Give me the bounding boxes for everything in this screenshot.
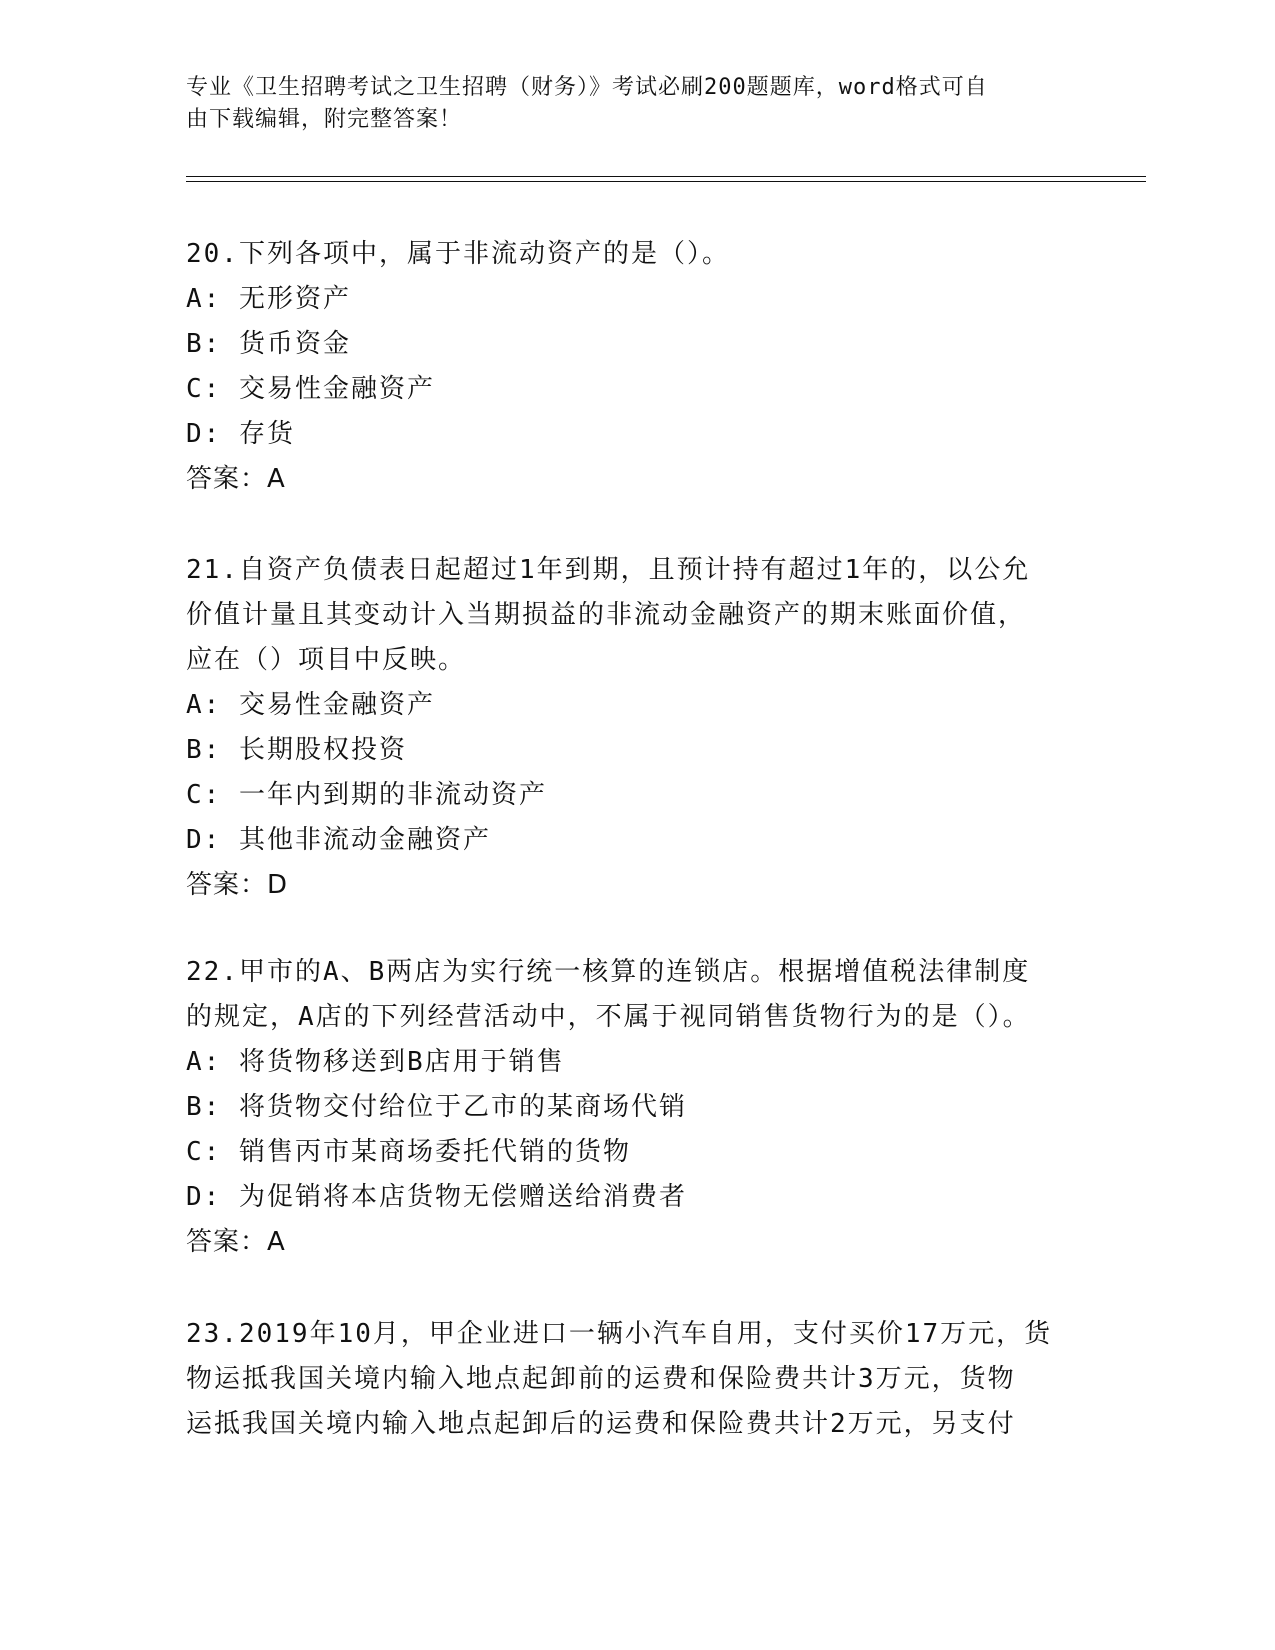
option-b: B: 货币资金 [186,329,351,359]
header-line-2: 由下载编辑，附完整答案！ [186,107,463,132]
question-stem-line: 的规定，A店的下列经营活动中，不属于视同销售货物行为的是（）。 [186,1002,1031,1032]
header-line-1: 专业《卫生招聘考试之卫生招聘（财务）》考试必刷200题题库，word格式可自 [186,75,988,100]
header-divider-bottom [186,181,1146,182]
option-b: B: 将货物交付给位于乙市的某商场代销 [186,1092,687,1122]
option-d: D: 为促销将本店货物无偿赠送给消费者 [186,1182,687,1212]
answer: 答案：D [186,870,289,900]
question-stem-line: 23.2019年10月，甲企业进口一辆小汽车自用，支付买价17万元，货 [186,1319,1053,1349]
option-b: B: 长期股权投资 [186,735,407,765]
option-c: C: 一年内到期的非流动资产 [186,780,547,810]
question-22 [186,950,1086,1265]
question-20 [186,232,1086,502]
answer: 答案：A [186,1227,286,1257]
question-23 [186,1312,1086,1447]
option-d: D: 存货 [186,419,295,449]
question-stem-line: 物运抵我国关境内输入地点起卸前的运费和保险费共计3万元，货物 [186,1364,1016,1394]
option-a: A: 交易性金融资产 [186,690,435,720]
option-d: D: 其他非流动金融资产 [186,825,491,855]
option-c: C: 销售丙市某商场委托代销的货物 [186,1137,631,1167]
question-stem-line: 运抵我国关境内输入地点起卸后的运费和保险费共计2万元，另支付 [186,1409,1016,1439]
answer: 答案：A [186,464,286,494]
document-header [186,72,1066,136]
question-stem-line: 应在（）项目中反映。 [186,645,467,675]
question-stem-line: 价值计量且其变动计入当期损益的非流动金融资产的期末账面价值， [186,600,1027,630]
question-21 [186,548,1086,908]
question-stem-line: 20.下列各项中，属于非流动资产的是（）。 [186,239,730,269]
option-a: A: 无形资产 [186,284,351,314]
question-stem-line: 22.甲市的A、B两店为实行统一核算的连锁店。根据增值税法律制度 [186,957,1031,987]
question-stem-line: 21.自资产负债表日起超过1年到期，且预计持有超过1年的，以公允 [186,555,1031,585]
header-divider-top [186,176,1146,177]
option-a: A: 将货物移送到B店用于销售 [186,1047,565,1077]
option-c: C: 交易性金融资产 [186,374,435,404]
